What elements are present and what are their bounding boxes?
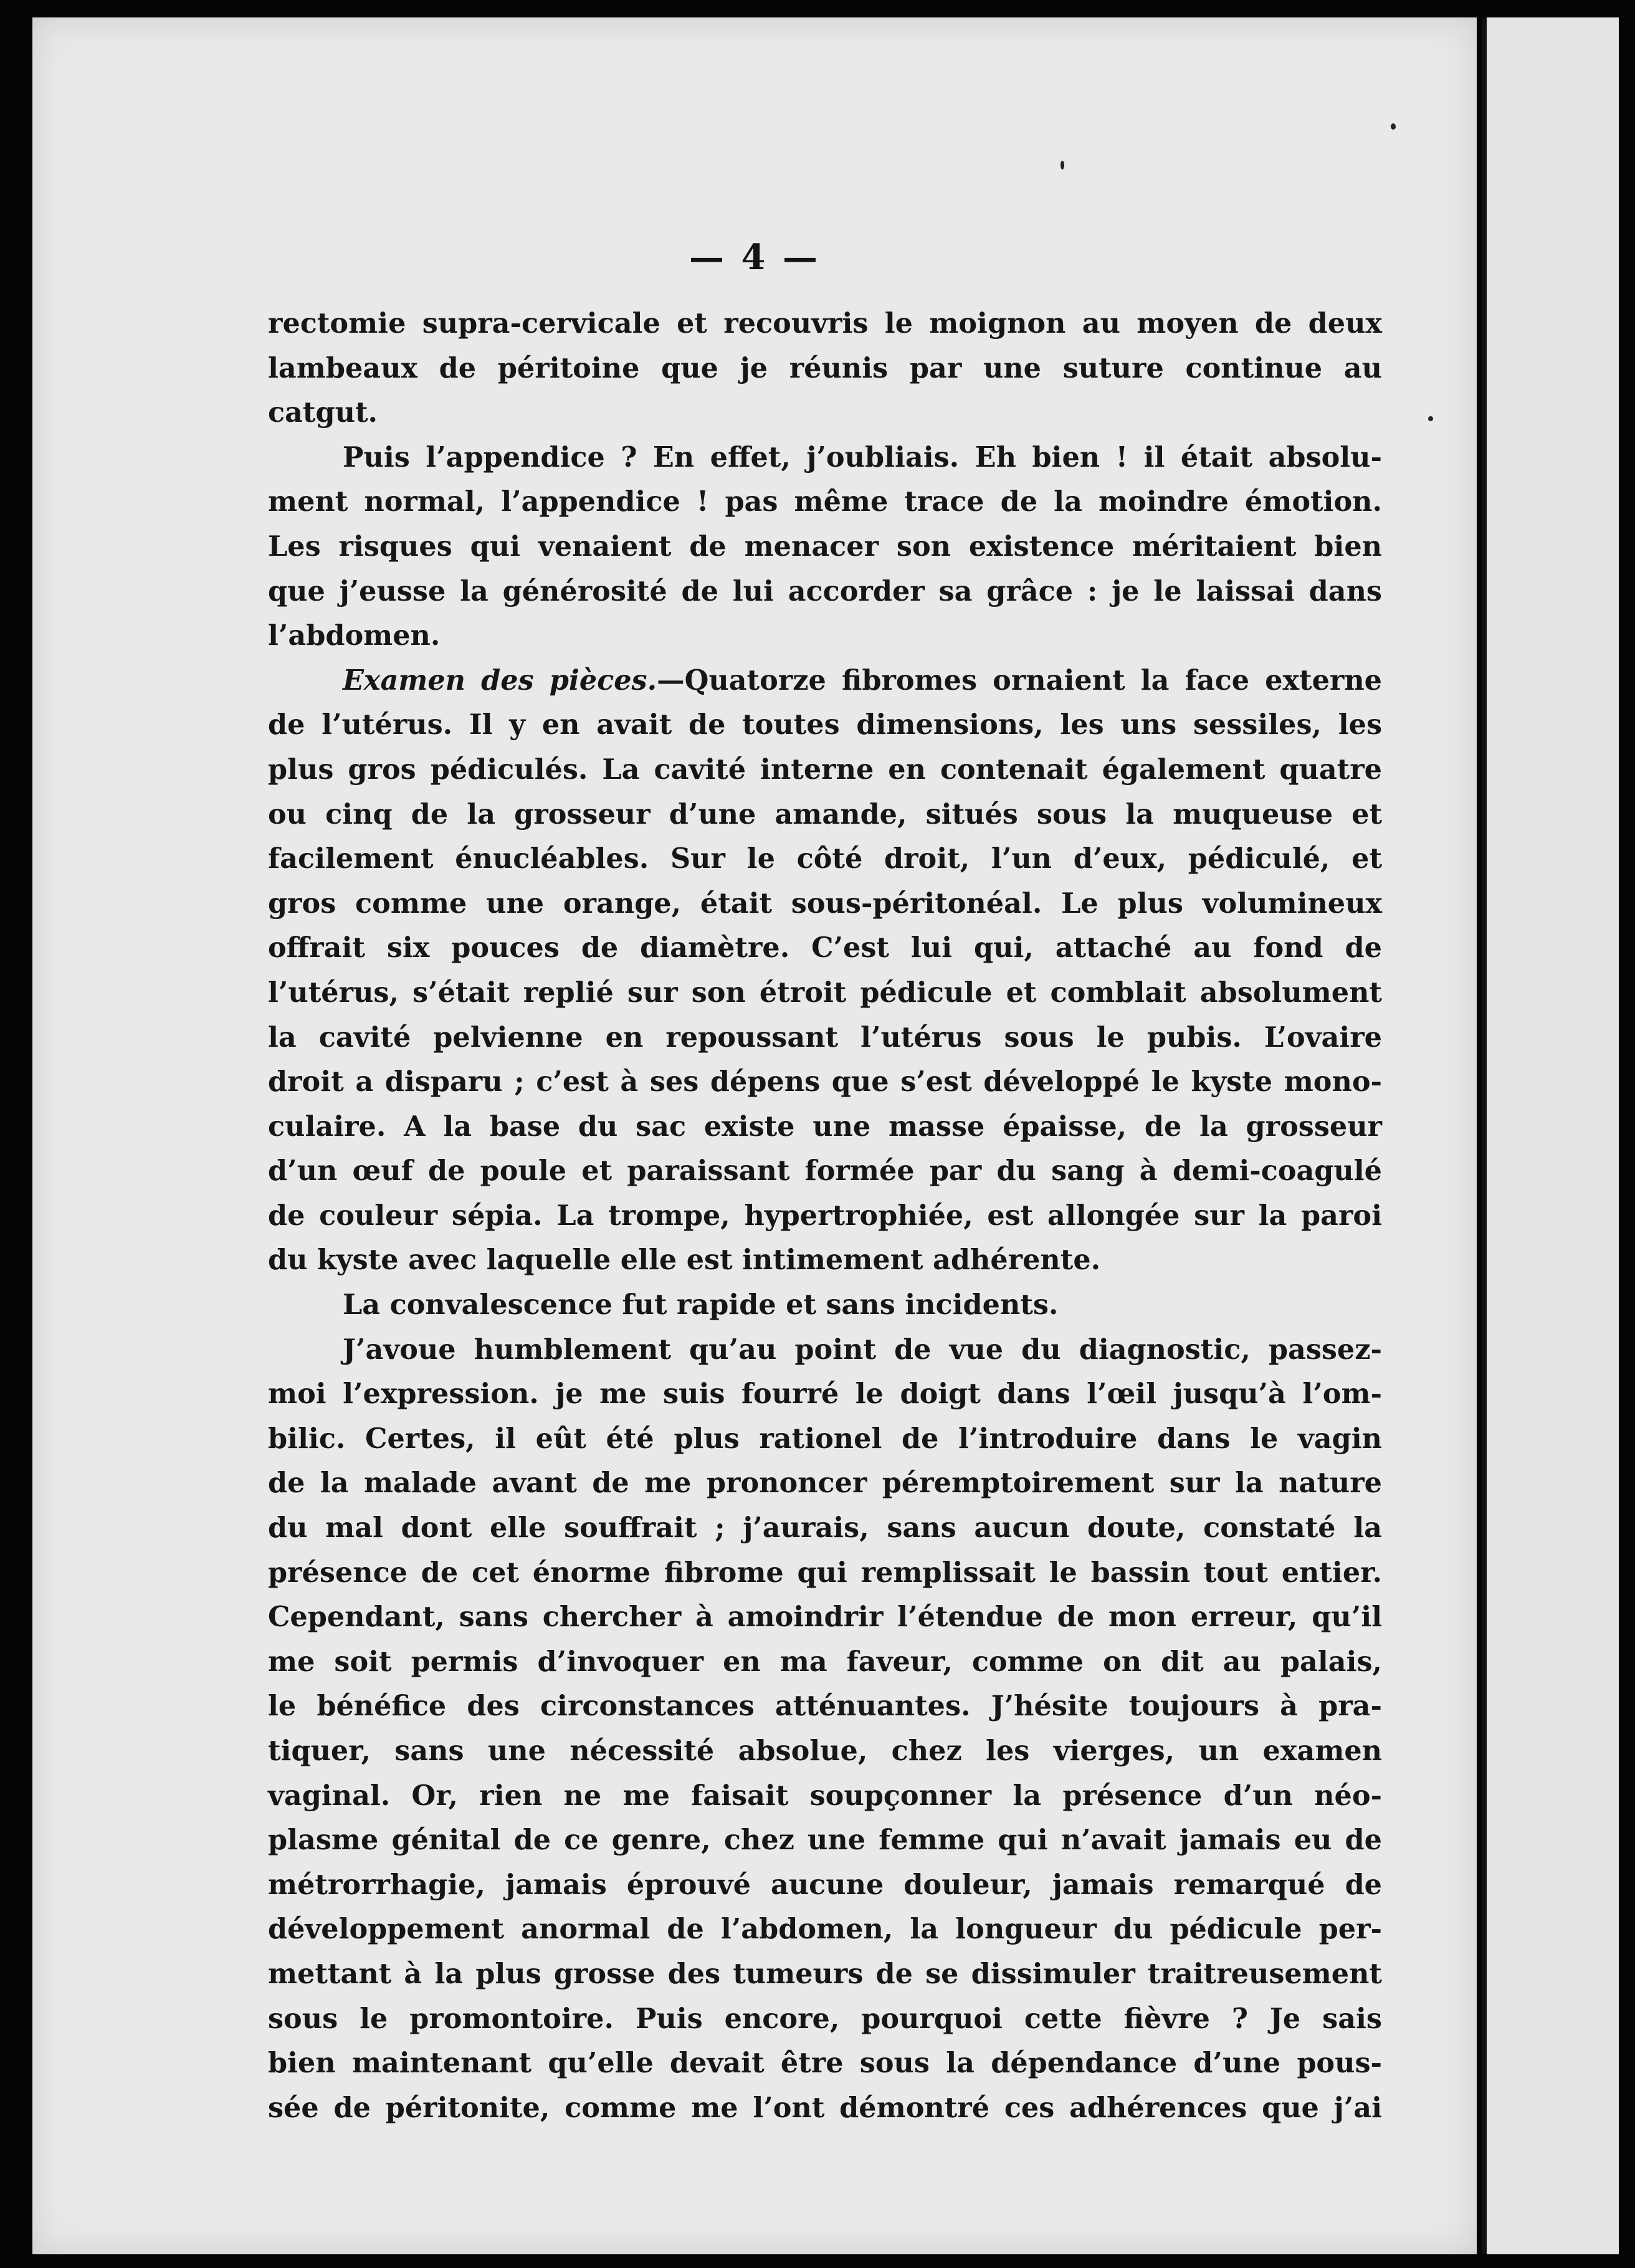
text-line: présence de cet énorme fibrome qui remplissait le bassin tout entier. xyxy=(268,1556,1382,1589)
text-line: du mal dont elle souffrait ; j’aurais, sans aucun doute, constaté la xyxy=(268,1512,1382,1545)
text-line: Puis l’appendice ? En effet, j’oubliais. Eh bien ! il était absolu- xyxy=(343,441,1382,474)
text-line: culaire. A la base du sac existe une masse épaisse, de la grosseur xyxy=(268,1110,1382,1143)
document-page xyxy=(32,17,1477,2254)
section-heading: Examen des pièces. xyxy=(343,664,657,697)
text-line: me soit permis d’invoquer en ma faveur, comme on dit au palais, xyxy=(268,1645,1382,1678)
text-line: droit a disparu ; c’est à ses dépens que s’est développé le kyste mono- xyxy=(268,1065,1382,1098)
page-number: — 4 — xyxy=(689,237,820,278)
text-line: la cavité pelvienne en repoussant l’utérus sous le pubis. L’ovaire xyxy=(268,1021,1382,1054)
text-line: de l’utérus. Il y en avait de toutes dimensions, les uns sessiles, les xyxy=(268,708,1382,741)
text-line: La convalescence fut rapide et sans incidents. xyxy=(343,1289,1059,1322)
text-line: catgut. xyxy=(268,396,378,429)
text-line: de la malade avant de me prononcer péremptoirement sur la nature xyxy=(268,1467,1382,1500)
text-line: moi l’expression. je me suis fourré le doigt dans l’œil jusqu’à l’om- xyxy=(268,1378,1382,1411)
text-line: facilement énucléables. Sur le côté droit, l’un d’eux, pédiculé, et xyxy=(268,842,1382,875)
text-line: l’utérus, s’était replié sur son étroit pédicule et comblait absolument xyxy=(268,976,1382,1009)
text-line: Cependant, sans chercher à amoindrir l’étendue de mon erreur, qu’il xyxy=(268,1601,1382,1634)
scan-speck xyxy=(1061,161,1064,169)
text-line: sée de péritonite, comme me l’ont démontré ces adhérences que j’ai xyxy=(268,2091,1382,2124)
text-line: bien maintenant qu’elle devait être sous la dépendance d’une pous- xyxy=(268,2047,1382,2080)
scan-speck xyxy=(1391,123,1396,130)
body-text xyxy=(268,302,1382,2130)
text-line: plasme génital de ce genre, chez une femme qui n’avait jamais eu de xyxy=(268,1824,1382,1857)
text-line: gros comme une orange, était sous-péritonéal. Le plus volumineux xyxy=(268,887,1382,920)
text-line: rectomie supra-cervicale et recouvris le moignon au moyen de deux xyxy=(268,307,1382,340)
scan-speck xyxy=(1428,416,1433,421)
facing-page-edge xyxy=(1482,17,1619,2254)
text-line: ou cinq de la grosseur d’une amande, situés sous la muqueuse et xyxy=(268,798,1382,831)
text-line: que j’eusse la générosité de lui accorder sa grâce : je le laissai dans xyxy=(268,574,1382,608)
text-line: développement anormal de l’abdomen, la longueur du pédicule per- xyxy=(268,1913,1382,1946)
text-line: le bénéfice des circonstances atténuantes. J’hésite toujours à pra- xyxy=(268,1690,1382,1723)
text-line: de couleur sépia. La trompe, hypertrophiée, est allongée sur la paroi xyxy=(268,1199,1382,1232)
text-run: —Quatorze fibromes ornaient la face externe xyxy=(657,664,1382,697)
text-line: d’un œuf de poule et paraissant formée par du sang à demi-coagulé xyxy=(268,1155,1382,1188)
text-line: lambeaux de péritoine que je réunis par une suture continue au xyxy=(268,351,1382,384)
text-line: offrait six pouces de diamètre. C’est lui qui, attaché au fond de xyxy=(268,932,1382,965)
text-line: sous le promontoire. Puis encore, pourquoi cette fièvre ? Je sais xyxy=(268,2002,1382,2035)
text-line: vaginal. Or, rien ne me faisait soupçonner la présence d’un néo- xyxy=(268,1779,1382,1812)
text-line: J’avoue humblement qu’au point de vue du diagnostic, passez- xyxy=(343,1333,1382,1366)
text-line: mettant à la plus grosse des tumeurs de se dissimuler traitreusement xyxy=(268,1957,1382,1990)
text-line: métrorrhagie, jamais éprouvé aucune douleur, jamais remarqué de xyxy=(268,1868,1382,1901)
text-line: Les risques qui venaient de menacer son existence méritaient bien xyxy=(268,530,1382,563)
text-line: ment normal, l’appendice ! pas même trace de la moindre émotion. xyxy=(268,485,1382,518)
text-line: plus gros pédiculés. La cavité interne en contenait également quatre xyxy=(268,753,1382,786)
text-line xyxy=(268,659,1382,703)
text-line: l’abdomen. xyxy=(268,619,441,652)
text-line: du kyste avec laquelle elle est intimement adhérente. xyxy=(268,1244,1101,1277)
text-line: tiquer, sans une nécessité absolue, chez les vierges, un examen xyxy=(268,1735,1382,1767)
text-line: bilic. Certes, il eût été plus rationel de l’introduire dans le vagin xyxy=(268,1422,1382,1455)
